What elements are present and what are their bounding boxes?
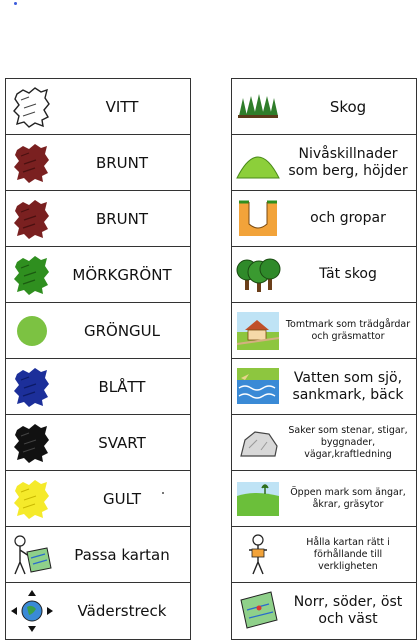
legend-label: Nivåskillnader som berg, höjder xyxy=(288,145,408,179)
legend-label: och gropar xyxy=(310,210,386,226)
stray-dot xyxy=(162,492,164,494)
legend-label: Väderstreck xyxy=(77,602,167,620)
legend-row-tat-skog xyxy=(232,247,416,303)
legend-label: MÖRKGRÖNT xyxy=(72,265,172,284)
brown-blob-icon xyxy=(6,193,58,245)
legend-row-brunt xyxy=(6,135,190,191)
forest-icon xyxy=(232,81,284,133)
legend-label: Tät skog xyxy=(319,266,377,282)
legend-row-passa-kartan xyxy=(6,527,190,583)
legend-row-nivaskillnader xyxy=(232,135,416,191)
legend-row-svart xyxy=(6,415,190,471)
legend-row-vaderstreck-text xyxy=(232,583,416,639)
legend-label: GULT xyxy=(102,489,142,508)
legend-row-halla-kartan xyxy=(232,527,416,583)
legend-row-tomtmark xyxy=(232,303,416,359)
blue-blob-icon xyxy=(6,361,58,413)
house-lawn-icon xyxy=(232,305,284,357)
legend-label: Hålla kartan rätt i förhållande till verkligheten xyxy=(306,536,390,572)
legend-row-brunt-2 xyxy=(6,191,190,247)
rock-icon xyxy=(232,417,284,469)
legend-label: Vatten som sjö, sankmark, bäck xyxy=(292,369,404,403)
compass-globe-icon xyxy=(6,585,58,637)
legend-label: Saker som stenar, stigar, byggnader, vägar,kraftledning xyxy=(288,424,408,460)
orient-map-icon xyxy=(232,529,284,581)
legend-row-vitt xyxy=(6,79,190,135)
corner-mark xyxy=(14,2,17,5)
legend-row-oppen-mark xyxy=(232,471,416,527)
legend-label: VITT xyxy=(105,97,139,116)
legend-row-vatten xyxy=(232,359,416,415)
yellow-green-circle-icon xyxy=(6,305,58,357)
legend-label: Passa kartan xyxy=(74,545,170,564)
legend-row-gult xyxy=(6,471,190,527)
legend-label: Tomtmark som trädgårdar och gräsmattor xyxy=(285,318,411,342)
meaning-legend-column xyxy=(231,78,417,640)
dark-green-blob-icon xyxy=(6,249,58,301)
brown-blob-icon xyxy=(6,137,58,189)
legend-row-skog xyxy=(232,79,416,135)
legend-label: GRÖNGUL xyxy=(83,321,161,340)
person-with-map-icon xyxy=(6,529,58,581)
legend-label: SVART xyxy=(98,433,146,452)
open-field-icon xyxy=(232,473,284,525)
legend-label: BLÅTT xyxy=(98,377,146,396)
dense-forest-icon xyxy=(232,249,284,301)
legend-row-blatt xyxy=(6,359,190,415)
legend-label: Skog xyxy=(329,97,367,116)
pit-icon xyxy=(232,193,284,245)
white-blob-icon xyxy=(6,81,58,133)
legend-label: BRUNT xyxy=(95,153,149,172)
legend-row-gropar xyxy=(232,191,416,247)
color-legend-column xyxy=(5,78,191,640)
yellow-blob-icon xyxy=(6,473,58,525)
legend-row-saker xyxy=(232,415,416,471)
legend-label: BRUNT xyxy=(95,209,149,228)
black-blob-icon xyxy=(6,417,58,469)
legend-label: Norr, söder, öst och väst xyxy=(293,594,403,627)
map-directions-icon xyxy=(232,585,284,637)
legend-label: Öppen mark som ängar, åkrar, gräsytor xyxy=(290,486,406,510)
legend-row-morkgront xyxy=(6,247,190,303)
hill-icon xyxy=(232,137,284,189)
water-icon xyxy=(232,361,284,413)
legend-row-vaderstreck xyxy=(6,583,190,639)
legend-row-grongul xyxy=(6,303,190,359)
